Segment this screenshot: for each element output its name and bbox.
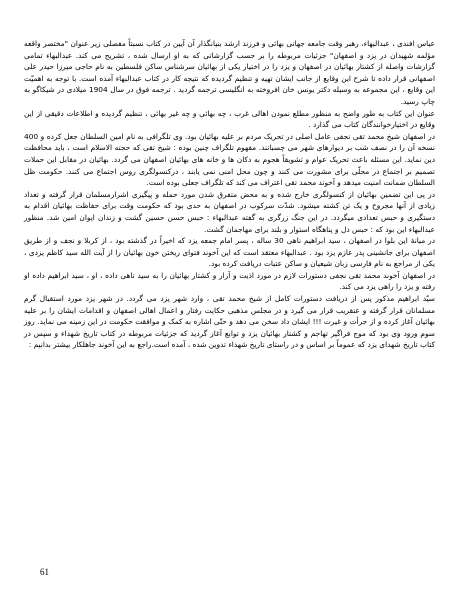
paragraph: عنوان این کتاب به طور واضح به منظور مطلع نمودن اهالی غرب ، چه بهائی و چه غیر بهائی ، تنظیم گردیده و اطلاعات دقیقی از این وقایع در اختیارخوانندگان کتاب می گذارد . [24,108,435,130]
page-number: 61 [40,567,49,577]
body-text [24,38,435,351]
paragraph: در میانهٔ این بلوا در اصفهان ، سید ابراهیم ناهی 30 ساله ، پسر امام جمعه یزد که اخیراً در گذشته بود ، از کربلا و نجف و از طریق اصفهان برای جانشینی پدر عازم یزد بود . عبدالبهاء معتقد است که این آخوند فتوای ریختن خون بهائیان را از آیت الله سید کاظم یزدی ، یکی از مراجع به نام فارسی زبان شیعیان و ساکن عتبات دریافت کرده بود. [24,236,436,269]
paragraph: در اصفهان آخوند محمد تقی نجفی دستورات لازم در مورد اذیت و آزار و کشتار بهائیان را به سید ناهی داده ، او ، سید ابراهیم داده او رفته و یزد را راهی یزد می کند. [24,270,435,292]
paragraph: در اصفهان شیخ محمد تقی نجفی عامل اصلی در تحریک مردم بر علیه بهائیان بود. وی تلگرافی به نام امین السلطان جعل کرده و 400 نسخه آن را در نصف شب بر دیوارهای شهر می چسبانند. مفهوم تلگراف چنین بوده : شیخ تقی که حجته الاسلام است ، باید محافظت دین نماید. این مسئله باعث تحریک عوام و تشویقاً هجوم به دکان ها و خانه های بهائیان اصفهان می گردد. بهائیان در مقابل این حملات تصمیم بر اجتماع در محلّی برای مشورت می کنند و چون محل امنی نمی یابند ، درکنسولگری روس اجتماع می کنند. حکومت ظل السلطان ضمانت امنیت میدهد و آخوند محمد تقی اعتراف می کند که تلگراف جعلی بوده است. [24,131,435,188]
paragraph: در پی این تضمین بهائیان از کنسولگری خارج شده و به محض متفرق شدن مورد حمله و پیگیری اشرارمسلمان قرار گرفته و تعداد زیادی از آنها مجروح و یک تن کشته میشود. شدّت سرکوب در اصفهان به حدی بود که حکومت وقت برای حفاظت بهائیان اقدام به دستگیری و حبس تعدادی میگردد. در این جنگ زرگری به گفته عبدالبهاء : حبس حسن حسین گشت و زندان ایوان امین شد. منظور عبدالبهاء این بود که : حبس دل و پناهگاه استوار و بلند برای مهاجمان گشت. [24,189,435,234]
paragraph: سیّد ابراهیم مذکور پس از دریافت دستورات کامل از شیخ محمد تقی ، وارد شهر یزد می گردد. در شهر یزد مورد استقبال گرم مسلمانان قرار گرفته و عنقریب قرار می گیرد و در مجلس مذهبی حکایت رفتار و اعمال اهالی اصفهان و اقدامات ایشان را بر علیه بهائیان آغاز کرده و از جرأت و غیرت !!! ایشان داد سخن می دهد و حتّی اشاره به کمک و موافقت حکومت در این زمینه می نماید. روز سوم ورود وی بود که موج فراگیر تهاجم و کشتار بهائیان یزد و توابع آغاز گردید که جزئیات مربوطه در کتاب تاریخ شهداء و سپس در کتاب تاریخ شهدای یزد که عموماً بر اساس و در راستای تاریخ شهداء تدوین شده ، آمده است.راجع به این آخوند جاهلکار بیشتر بدانیم : [24,294,435,350]
paragraph: عباس افندی ، عبدالبهاء، رهبر وقت جامعه جهانی بهائی و فرزند ارشد بنیانگذار آن آیین در کتاب نسبتاً مفصلی زیر عنوان "مختصر واقعه مؤلمه شهیدان در یزد و اصفهان" جزئیات مربوطه را بر حسب گزارشاتی که به او ارسال شده ، تشریح می کند. عبدالبهاء تمامی گزارشات واصله از کشتار بهائیان در اصفهان و یزد را در اختیار یکی از بهائیان سرشناس ساکن فلسطین به نام حاجی میرزا حیدر علی اصفهانی قرار داده تا شرح این وقایع از جانب ایشان تهیه و تنظیم گردیده که نتیجه کار در کتاب عبدالبهاء آمده است. با توجه به اهمیّت این وقایع ، این مجموعه به وسیله دکتر یونس خان افروخته به انگلیسی ترجمه گردید . ترجمه فوق در سال 1904 میلادی در شیکاگو به چاپ رسید. [24,39,435,106]
